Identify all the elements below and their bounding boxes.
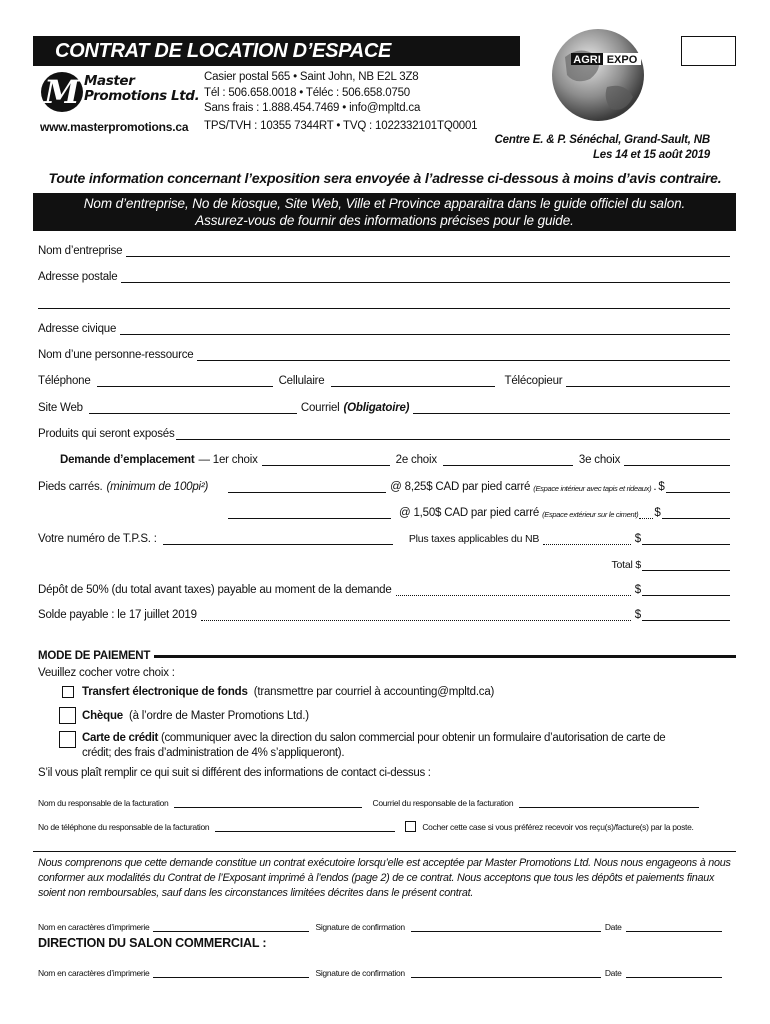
tax-numbers: TPS/TVH : 10355 7344RT • TVQ : 1022332101TQ0001 [204, 120, 478, 132]
payment-instruction: Veuillez cocher votre choix : [38, 667, 175, 679]
divider [33, 851, 736, 852]
billing-name-email-row [38, 794, 738, 808]
date-label: Date [604, 922, 622, 932]
billing-phone-row [38, 818, 738, 832]
mailing-address-label: Adresse postale [38, 271, 118, 283]
event-logo-left: AGRI [573, 54, 601, 66]
deposit-label: Dépôt de 50% (du total avant taxes) payable au moment de la demande [38, 584, 392, 596]
eft-label: Transfert électronique de fonds [82, 686, 248, 698]
outdoor-amount-line[interactable] [662, 508, 730, 519]
products-label: Produits qui seront exposés [38, 428, 175, 440]
sqft-indoor-row: Pieds carrés. (minimum de 100pi²) @ 8,25$ CAD par pied carré (Espace intérieur avec tapis et rideaux) . $ [38, 477, 730, 493]
payment-heading: MODE DE PAIEMENT [38, 650, 151, 662]
phone-row [38, 371, 730, 387]
total-row [38, 555, 730, 571]
credit-checkbox[interactable] [59, 731, 76, 748]
total-label: Total $ [611, 559, 641, 571]
choice3-line[interactable] [624, 455, 730, 466]
salon-date-line[interactable] [626, 970, 722, 978]
choice2-label: 2e choix [395, 454, 437, 466]
email-line[interactable] [413, 403, 730, 414]
logo-line1: Master [84, 73, 135, 89]
salon-print-name-label: Nom en caractères d’imprimerie [38, 968, 150, 978]
space-request-label: Demande d’emplacement [60, 454, 195, 466]
choice2-line[interactable] [443, 455, 573, 466]
fax-line[interactable] [566, 376, 730, 387]
salon-direction-heading: DIRECTION DU SALON COMMERCIAL : [38, 936, 267, 950]
salon-print-name-line[interactable] [153, 970, 309, 978]
heading-rule [154, 655, 736, 658]
deposit-amount-line[interactable] [642, 585, 730, 596]
eft-checkbox[interactable] [62, 686, 74, 698]
notice-text: Toute information concernant l’exposition sera envoyée à l’adresse ci-dessous à moins d’avis contraire. [48, 170, 722, 186]
civic-address-field[interactable] [38, 319, 730, 335]
taxes-label: Plus taxes applicables du NB [408, 533, 540, 545]
mailing-address-line2[interactable] [38, 298, 730, 309]
products-field[interactable] [38, 424, 730, 440]
contact-person-line[interactable] [197, 350, 730, 361]
payment-option-cheque[interactable] [59, 707, 309, 724]
mail-receipts-label: Cocher cette case si vous préférez recevoir vos reçu(s)/facture(s) par la poste. [422, 822, 694, 832]
cheque-detail: (à l’ordre de Master Promotions Ltd.) [128, 709, 309, 722]
postal-address: Casier postal 565 • Saint John, NB E2L 3Z8 [204, 71, 419, 83]
logo-line2: Promotions Ltd. [84, 88, 200, 104]
balance-dollar: $ [634, 609, 641, 621]
gst-line[interactable] [163, 534, 393, 545]
sqft-outdoor-line[interactable] [228, 508, 391, 519]
contact-person-field[interactable] [38, 345, 730, 361]
agri-expo-globe-logo [545, 27, 651, 123]
sign-line[interactable] [411, 924, 601, 932]
taxes-amount-line[interactable] [642, 534, 730, 545]
taxes-dollar: $ [634, 533, 641, 545]
website-url: www.masterpromotions.ca [40, 120, 189, 134]
sqft-label: Pieds carrés. [38, 481, 103, 493]
balance-label: Solde payable : le 17 juillet 2019 [38, 609, 197, 621]
civic-address-label: Adresse civique [38, 323, 117, 335]
cheque-checkbox[interactable] [59, 707, 76, 724]
deposit-row [38, 580, 730, 596]
balance-row [38, 605, 730, 621]
phone-fax: Tél : 506.658.0018 • Téléc : 506.658.0750 [204, 86, 410, 99]
logo-letter: M [44, 73, 80, 111]
fax-label: Télécopieur [504, 375, 563, 387]
choice1-line[interactable] [262, 455, 390, 466]
gst-row [38, 529, 730, 545]
outdoor-dollar: $ [654, 507, 661, 519]
billing-phone-label: No de téléphone du responsable de la facturation [38, 822, 210, 832]
mailing-address-line[interactable] [121, 272, 730, 283]
credit-detail: (communiquer avec la direction du salon commercial pour obtenir un formulaire d’autorisation de carte de [160, 732, 666, 744]
document-title: CONTRAT DE LOCATION D’ESPACE [33, 36, 520, 66]
phone-label: Téléphone [38, 375, 91, 387]
gst-label: Votre numéro de T.P.S. : [38, 533, 157, 545]
website-line[interactable] [89, 403, 297, 414]
mailing-address-line2-field[interactable] [38, 293, 730, 309]
space-request-row [38, 450, 730, 466]
indoor-dollar: $ [658, 481, 665, 493]
credit-label: Carte de crédit [82, 732, 159, 744]
tollfree-email: Sans frais : 1.888.454.7469 • info@mpltd.ca [204, 102, 421, 114]
phone-line[interactable] [97, 376, 273, 387]
sign-label: Signature de confirmation [315, 922, 405, 932]
indoor-amount-line[interactable] [666, 482, 730, 493]
legal-text: Nous comprenons que cette demande constitue un contrat exécutoire lorsqu’elle est acceptée par Master Promotions Ltd. Nous nous engageons à nous conformer aux modalités du Contrat de l’Exposant imprimé à l’endos (page 2) de ce contrat. Nous acceptons que tous les dépôts et paiements finaux soient non remboursables, sauf dans les circonstances limitées décrites dans le présent contrat. [38, 857, 731, 899]
billing-email-label: Courriel du responsable de la facturation [372, 798, 514, 808]
website-label: Site Web [38, 402, 83, 414]
rate-indoor-note: (Espace intérieur avec tapis et rideaux) [533, 484, 652, 493]
event-dates: Les 14 et 15 août 2019 [592, 149, 710, 161]
print-name-label: Nom en caractères d’imprimerie [38, 922, 150, 932]
choice1-label: — 1er choix [198, 454, 258, 466]
sqft-outdoor-row [38, 503, 730, 519]
venue-name: Centre E. & P. Sénéchal, Grand-Sault, NB [494, 134, 710, 146]
venue-block [470, 133, 710, 163]
deposit-dollar: $ [634, 584, 641, 596]
company-label: Nom d’entreprise [38, 245, 123, 257]
rate-outdoor-note: (Espace extérieur sur le ciment) [542, 510, 639, 519]
cheque-label: Chèque [82, 709, 123, 722]
office-use-box [681, 36, 736, 66]
logo-wordmark [84, 74, 199, 104]
billing-phone-line[interactable] [215, 824, 395, 832]
eft-detail: (transmettre par courriel à accounting@mpltd.ca) [253, 686, 495, 698]
salon-sign-label: Signature de confirmation [315, 968, 405, 978]
payment-option-credit[interactable] [59, 731, 665, 761]
date-line[interactable] [626, 924, 722, 932]
cell-line[interactable] [331, 376, 495, 387]
total-amount-line[interactable] [642, 560, 730, 571]
payment-section-heading [38, 650, 736, 662]
rate-indoor-label: @ 8,25$ CAD par pied carré [390, 481, 531, 493]
cell-label: Cellulaire [278, 375, 325, 387]
band-line2: Assurez-vous de fournir des informations précises pour le guide. [195, 213, 574, 228]
email-label: Courriel [300, 402, 340, 414]
company-field[interactable] [38, 241, 730, 257]
payment-option-eft[interactable] [62, 686, 494, 698]
choice3-label: 3e choix [578, 454, 621, 466]
billing-name-line[interactable] [174, 800, 362, 808]
company-line[interactable] [126, 246, 730, 257]
salon-date-label: Date [604, 968, 622, 978]
credit-detail-line2: crédit; des frais d’administration de 4% s’appliqueront). [82, 747, 345, 759]
email-required-label: (Obligatoire) [343, 402, 410, 414]
billing-email-line[interactable] [519, 800, 699, 808]
event-logo-right: EXPO [606, 54, 638, 66]
salon-sign-line[interactable] [411, 970, 601, 978]
guide-info-band [33, 193, 736, 231]
balance-amount-line[interactable] [642, 610, 730, 621]
mail-receipts-checkbox[interactable] [405, 821, 416, 832]
exhibitor-signature-row [38, 918, 738, 932]
sqft-min-label: (minimum de 100pi²) [106, 481, 209, 493]
sqft-indoor-line[interactable] [228, 482, 386, 493]
contact-block [204, 70, 420, 117]
products-line[interactable] [176, 429, 730, 440]
civic-address-line[interactable] [120, 324, 730, 335]
mailing-address-field[interactable] [38, 267, 730, 283]
salon-signature-row [38, 964, 738, 978]
band-line1: Nom d’entreprise, No de kiosque, Site Web, Ville et Province apparaitra dans le guide officiel du salon. [83, 196, 686, 211]
billing-name-label: Nom du responsable de la facturation [38, 798, 169, 808]
rate-outdoor-label: @ 1,50$ CAD par pied carré [399, 507, 540, 519]
billing-note: S’il vous plaît remplir ce qui suit si différent des informations de contact ci-dessus : [38, 767, 431, 779]
contact-person-label: Nom d’une personne-ressource [38, 349, 194, 361]
web-email-row [38, 398, 730, 414]
print-name-line[interactable] [153, 924, 309, 932]
